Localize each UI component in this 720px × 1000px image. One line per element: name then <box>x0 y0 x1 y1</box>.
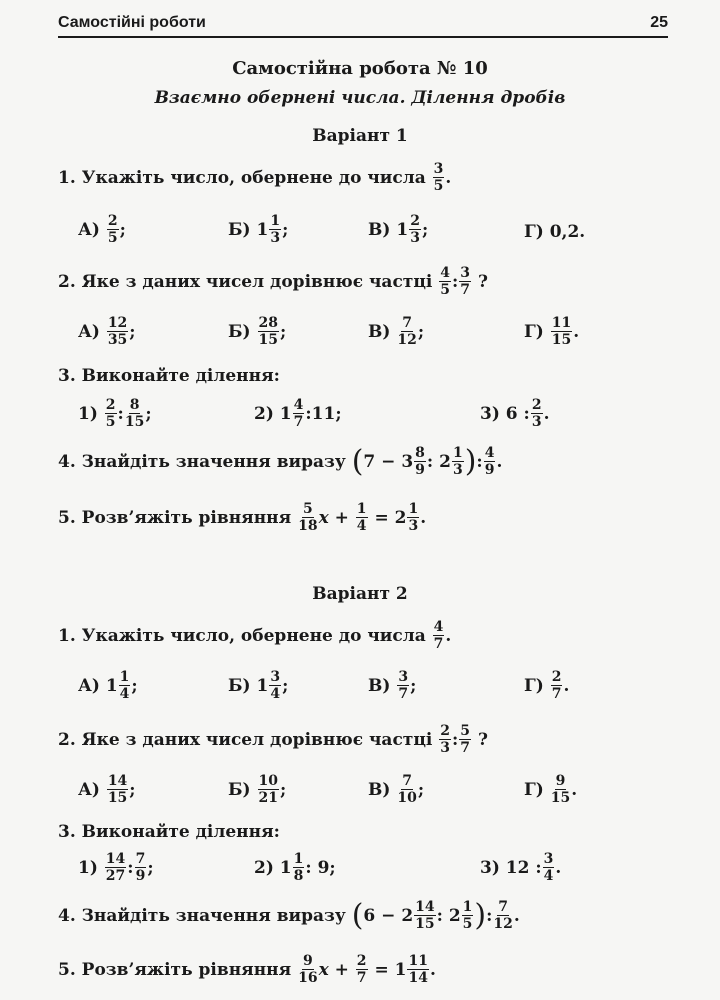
v2-q1-option-a: А) 1 $\frac{1}{4}$ ; <box>78 669 138 702</box>
question-text: 2. Яке з даних чисел дорівнює частці <box>58 271 433 292</box>
v2-question-4: 4. Знайдіть значення виразу ( 6 − 2 $\frac{14}{15}$ : 2 $\frac{1}{5}$ ) : $\frac{7}{12}$ . <box>58 897 520 933</box>
v2-question-1: 1. Укажіть число, обернене до числа $\frac{4}{7}$ . <box>58 619 452 652</box>
v1-question-4: 4. Знайдіть значення виразу ( 7 − 3 $\frac{8}{9}$ : 2 $\frac{1}{3}$ ) : $\frac{4}{9}$ . <box>58 443 503 479</box>
header-section-title: Самостійні роботи <box>58 14 206 31</box>
v1-question-5: 5. Розв’яжіть рівняння $\frac{5}{18}$ x + $\frac{1}{4}$ = 2 $\frac{1}{3}$ . <box>58 501 427 534</box>
running-header <box>58 10 668 38</box>
v2-q1-option-c: В) $\frac{3}{7}$ ; <box>368 669 417 702</box>
v2-q3-item-3: 3) 12 : $\frac{3}{4}$ . <box>480 851 562 884</box>
question-text: 1. Укажіть число, обернене до числа <box>58 167 426 188</box>
v1-q2-option-g: Г) $\frac{11}{15}$ . <box>524 315 580 348</box>
v2-q3-item-2: 2) 1 $\frac{1}{8}$ : 9; <box>254 851 336 884</box>
v1-question-2: 2. Яке з даних чисел дорівнює частці $\frac{4}{5}$ : $\frac{3}{7}$ ? <box>58 265 488 298</box>
v1-q1-option-a: А) $\frac{2}{5}$ ; <box>78 213 126 246</box>
v1-q2-option-c: В) $\frac{7}{12}$ ; <box>368 315 425 348</box>
v2-question-3: 3. Виконайте ділення: <box>58 822 280 842</box>
v1-question-1: 1. Укажіть число, обернене до числа $\frac{3}{5}$ . <box>58 161 452 194</box>
work-subtitle: Взаємно обернені числа. Ділення дробів <box>154 88 566 108</box>
v2-q2-option-a: А) $\frac{14}{15}$ ; <box>78 773 136 806</box>
v2-q2-option-g: Г) $\frac{9}{15}$ . <box>524 773 578 806</box>
fraction: $\frac{3}{5}$ <box>433 161 444 194</box>
v1-q1-option-c: В) 1 $\frac{2}{3}$ ; <box>368 213 429 246</box>
v2-q2-option-b: Б) $\frac{10}{21}$ ; <box>228 773 287 806</box>
v1-q3-item-2: 2) 1 $\frac{4}{7}$ :11; <box>254 397 342 430</box>
v2-q1-option-g: Г) $\frac{2}{7}$ . <box>524 669 570 702</box>
question-text: 5. Розв’яжіть рівняння <box>58 959 292 980</box>
question-text: 4. Знайдіть значення виразу <box>58 451 346 472</box>
v1-question-3: 3. Виконайте ділення: <box>58 366 280 386</box>
v1-q1-option-b: Б) 1 $\frac{1}{3}$ ; <box>228 213 289 246</box>
work-title: Самостійна робота № 10 <box>232 58 488 79</box>
v1-q3-item-3: 3) 6 : $\frac{2}{3}$ . <box>480 397 550 430</box>
v1-q2-option-b: Б) $\frac{28}{15}$ ; <box>228 315 287 348</box>
variant-2-title: Варіант 2 <box>312 584 408 604</box>
v2-q1-option-b: Б) 1 $\frac{3}{4}$ ; <box>228 669 289 702</box>
v2-q3-item-1: 1) $\frac{14}{27}$ : $\frac{7}{9}$ ; <box>78 851 154 884</box>
question-text: 5. Розв’яжіть рівняння <box>58 507 292 528</box>
v2-question-2: 2. Яке з даних чисел дорівнює частці $\frac{2}{3}$ : $\frac{5}{7}$ ? <box>58 723 488 756</box>
question-text: 4. Знайдіть значення виразу <box>58 905 346 926</box>
question-text: 2. Яке з даних чисел дорівнює частці <box>58 729 433 750</box>
v1-q2-option-a: А) $\frac{12}{35}$ ; <box>78 315 136 348</box>
question-text: 1. Укажіть число, обернене до числа <box>58 625 426 646</box>
variant-1-title: Варіант 1 <box>312 126 408 146</box>
v1-q3-item-1: 1) $\frac{2}{5}$ : $\frac{8}{15}$ ; <box>78 397 152 430</box>
page-number: 25 <box>650 14 668 31</box>
v1-q1-option-g: Г) 0,2. <box>524 222 586 242</box>
v2-q2-option-c: В) $\frac{7}{10}$ ; <box>368 773 425 806</box>
v2-question-5: 5. Розв’яжіть рівняння $\frac{9}{16}$ x + $\frac{2}{7}$ = 1 $\frac{11}{14}$ . <box>58 953 436 986</box>
